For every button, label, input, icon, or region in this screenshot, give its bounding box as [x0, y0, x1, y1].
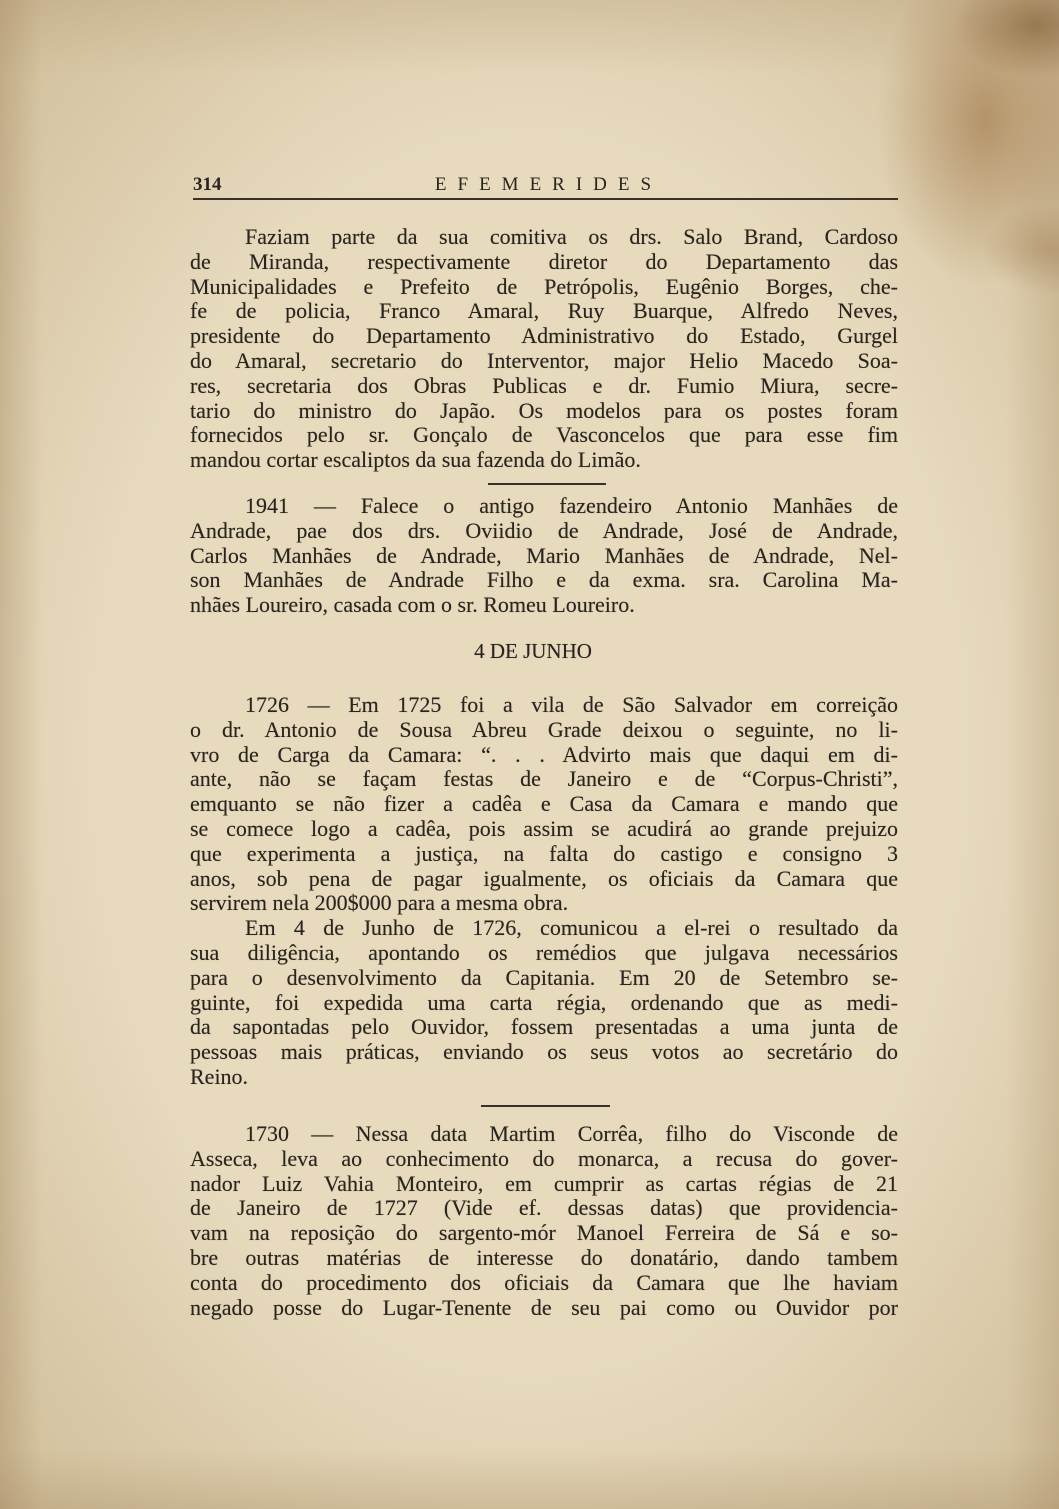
paragraph-comitiva	[190, 225, 898, 473]
text-line: de Janeiro de 1727 (Vide ef. dessas datas) que providencia-	[190, 1196, 898, 1221]
text-line: 1726 — Em 1725 foi a vila de São Salvador em correição	[245, 693, 898, 717]
text-line: res, secretaria dos Obras Publicas e dr. Fumio Miura, secre-	[190, 373, 898, 398]
text-line: 1730 — Nessa data Martim Corrêa, filho do Visconde de	[245, 1122, 898, 1146]
text-line: nador Luiz Vahia Monteiro, em cumprir as cartas régias de 21	[190, 1171, 898, 1196]
text-line: bre outras matérias de interesse do donatário, dando tambem	[190, 1245, 898, 1270]
header-rule	[193, 198, 898, 200]
text-line: conta do procedimento dos oficiais da Camara que lhe haviam	[190, 1270, 898, 1295]
text-line: son Manhães de Andrade Filho e da exma. sra. Carolina Ma-	[190, 568, 898, 593]
text-line: servirem nela 200$000 para a mesma obra.	[190, 891, 569, 916]
paragraph-1941	[190, 494, 898, 618]
text-line: emquanto se não fizer a cadêa e Casa da Camara e mando que	[190, 792, 898, 817]
text-line: tario do ministro do Japão. Os modelos para os postes foram	[190, 398, 898, 423]
paragraph-1726	[190, 693, 898, 1090]
text-line: Carlos Manhães de Andrade, Mario Manhães de Andrade, Nel-	[190, 543, 898, 568]
page-number: 314	[193, 174, 222, 195]
text-line: que experimenta a justiça, na falta do castigo e consigno 3	[190, 841, 898, 866]
text-line: 1941 — Falece o antigo fazendeiro Antonio Manhães de	[245, 494, 898, 518]
text-line: ante, não se façam festas de Janeiro e de “Corpus-Christi”,	[190, 767, 898, 792]
section-heading: 4 DE JUNHO	[474, 639, 592, 663]
text-line: negado posse do Lugar-Tenente de seu pai como ou Ouvidor por	[190, 1295, 898, 1320]
text-line: Asseca, leva ao conhecimento do monarca, a recusa do gover-	[190, 1146, 898, 1171]
section-divider	[488, 483, 606, 485]
text-line: fornecidos pelo sr. Gonçalo de Vasconcelos que para esse fim	[190, 423, 898, 448]
text-line: se comece logo a cadêa, pois assim se acudirá ao grande prejuizo	[190, 816, 898, 841]
text-line: vam na reposição do sargento-mór Manoel Ferreira de Sá e so-	[190, 1221, 898, 1246]
text-line: mandou cortar escaliptos da sua fazenda do Limão.	[190, 448, 641, 473]
text-line: Reino.	[190, 1064, 249, 1089]
text-line: Andrade, pae dos drs. Oviidio de Andrade, José de Andrade,	[190, 518, 898, 543]
text-line: anos, sob pena de pagar igualmente, os oficiais da Camara que	[190, 866, 898, 891]
running-head: EFEMERIDES	[434, 174, 663, 195]
section-divider	[481, 1105, 610, 1107]
text-line: Faziam parte da sua comitiva os drs. Salo Brand, Cardoso	[245, 225, 898, 249]
text-line: sua diligência, apontando os remédios que julgava necessários	[190, 940, 898, 965]
paragraph-1730	[190, 1122, 898, 1320]
text-line: da sapontadas pelo Ouvidor, fossem presentadas a uma junta de	[190, 1015, 898, 1040]
text-line: fe de policia, Franco Amaral, Ruy Buarque, Alfredo Neves,	[190, 299, 898, 324]
text-line: presidente do Departamento Administrativo do Estado, Gurgel	[190, 324, 898, 349]
text-line: Municipalidades e Prefeito de Petrópolis, Eugênio Borges, che-	[190, 274, 898, 299]
text-line: vro de Carga da Camara: “. . . Advirto mais que daqui em di-	[190, 742, 898, 767]
text-line: guinte, foi expedida uma carta régia, ordenando que as medi-	[190, 990, 898, 1015]
text-line: Em 4 de Junho de 1726, comunicou a el-rei o resultado da	[245, 916, 898, 941]
text-line: pessoas mais práticas, enviando os seus votos ao secretário do	[190, 1040, 898, 1065]
text-line: de Miranda, respectivamente diretor do Departamento das	[190, 249, 898, 274]
text-line: para o desenvolvimento da Capitania. Em 20 de Setembro se-	[190, 965, 898, 990]
text-line: do Amaral, secretario do Interventor, major Helio Macedo Soa-	[190, 348, 898, 373]
text-line: o dr. Antonio de Sousa Abreu Grade deixou o seguinte, no li-	[190, 717, 898, 742]
text-line: nhães Loureiro, casada com o sr. Romeu Loureiro.	[190, 593, 635, 618]
